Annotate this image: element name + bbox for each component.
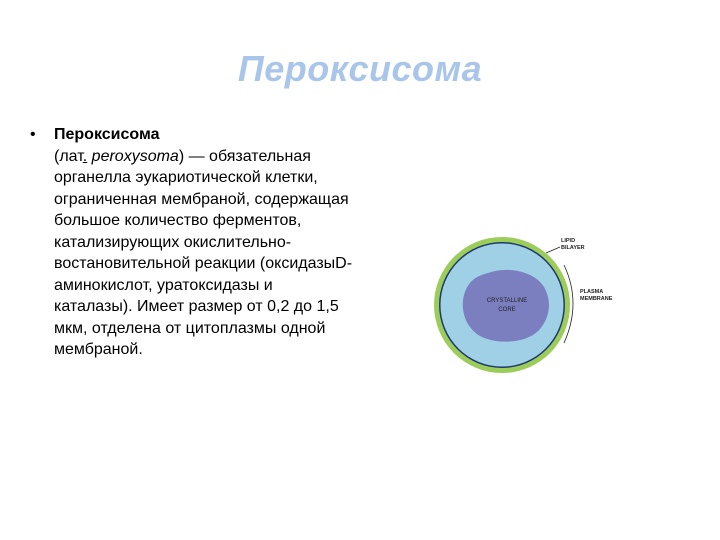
lat-close: ) — — [178, 147, 210, 165]
lat-open: (лат — [54, 147, 83, 165]
peroxisome-diagram — [430, 225, 630, 395]
slide-title: Пероксисома — [237, 48, 483, 89]
term: Пероксисома — [54, 126, 160, 143]
lipid-label-line2: BILAYER — [561, 245, 585, 251]
bullet-marker: • — [30, 126, 36, 143]
lipid-pointer — [546, 247, 560, 253]
paragraph-body: обязательная органелла эукариотической клетки, ограниченная мембраной, содержащая большое количество ферментов, катализирующих окислительно-востановительной реакции (оксидазыD-аминокислот, уратоксидазы и каталазы). Имеет размер от 0,2 до 1,5 мкм, отделена от цитоплазмы одной мембраной. — [54, 147, 353, 358]
lat-dot: . — [82, 147, 88, 165]
bullet-paragraph — [54, 124, 354, 361]
plasma-label-line1: PLASMA — [580, 289, 604, 295]
core-label-line1: CRYSTALLINE — [486, 298, 528, 304]
crystalline-core — [463, 270, 549, 342]
plasma-label-line2: MEMBRANE — [580, 296, 613, 302]
lipid-label-line1: LIPID — [561, 238, 576, 244]
lat-word: peroxysoma — [91, 147, 179, 165]
core-label-line2: CORE — [498, 307, 516, 313]
